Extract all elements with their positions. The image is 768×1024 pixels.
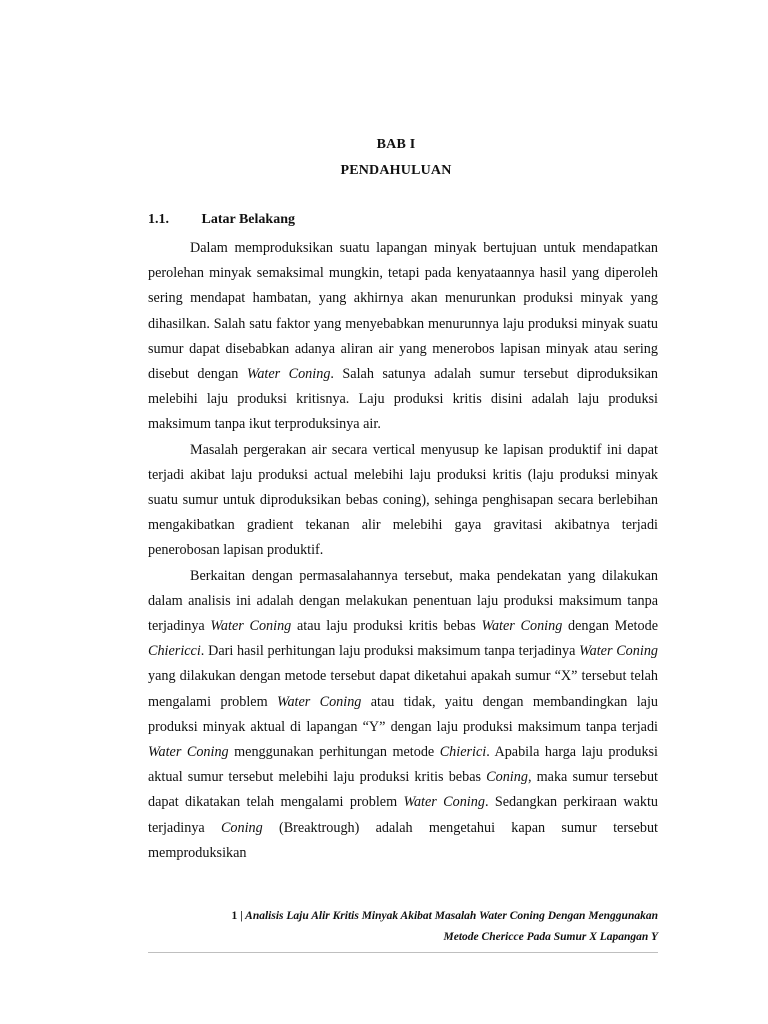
page-footer	[148, 906, 658, 948]
chapter-number: BAB I	[376, 137, 416, 152]
footer-title-line1: Analisis Laju Alir Kritis Minyak Akibat Masalah Water Coning Dengan Menggunakan	[245, 910, 658, 922]
italic-term: Water Coning	[210, 618, 292, 635]
text-run: . Dari hasil perhitungan laju produksi maksimum tanpa terjadinya	[200, 643, 580, 660]
text-run: menggunakan perhitungan metode	[228, 744, 440, 761]
section-title: Latar Belakang	[201, 212, 295, 227]
chapter-title: PENDAHULUAN	[340, 163, 452, 178]
text-run: . Salah satunya adalah sumur tersebut diproduksikan melebihi laju produksi kritisnya. Laju produksi kritis disini adalah laju produksi maksimum tanpa ikut terproduksinya air.	[148, 366, 659, 433]
italic-term: Water Coning	[481, 618, 563, 635]
italic-term: Chiericci	[148, 643, 201, 660]
text-run: . Sedangkan perkiraan waktu terjadinya	[148, 794, 658, 836]
text-run: Berkaitan dengan permasalahannya tersebut, maka pendekatan yang dilakukan dalam analisis ini adalah dengan melakukan penentuan laju produksi maksimum tanpa terjadinya	[148, 567, 658, 635]
italic-term: Water Coning	[579, 643, 659, 660]
text-run: Dalam memproduksikan suatu lapangan minyak bertujuan untuk mendapatkan perolehan minyak semaksimal mungkin, tetapi pada kenyataannya hasil yang diperoleh sering mendapat hambatan, yang akhirnya akan menurunkan produksi minyak yang dihasilkan. Salah satu faktor yang menyebabkan menurunnya laju produksi minyak suatu sumur dapat disebabkan adanya aliran air yang menerobos lapisan minyak atau sering disebut dengan	[148, 240, 658, 383]
paragraph	[148, 564, 658, 866]
text-run: (Breaktrough) adalah mengetahui kapan sumur tersebut memproduksikan	[148, 819, 658, 861]
text-run: . Apabila harga laju produksi aktual sumur tersebut melebihi laju produksi kritis bebas	[148, 744, 659, 786]
paragraph	[148, 236, 658, 438]
body-text	[148, 236, 658, 866]
italic-term: Water Coning	[148, 744, 229, 761]
italic-term: Chierici	[439, 744, 487, 761]
footer-title-line2: Metode Chericce Pada Sumur X Lapangan Y	[443, 931, 658, 943]
page-number: 1 |	[231, 910, 243, 922]
italic-term: Water Coning	[403, 794, 485, 811]
text-run: atau laju produksi kritis bebas	[291, 618, 482, 635]
italic-term: Water Coning	[246, 366, 331, 383]
italic-term: Coning	[486, 769, 528, 786]
italic-term: Water Coning	[276, 693, 362, 710]
text-run: atau tidak, yaitu dengan membandingkan laju produksi minyak aktual di lapangan “Y” dengan laju produksi maksimum tanpa terjadi	[148, 693, 658, 735]
text-run: yang dilakukan dengan metode tersebut dapat diketahui apakah sumur “X” tersebut telah mengalami problem	[148, 668, 658, 710]
text-run: dengan Metode	[562, 618, 658, 635]
text-run: , maka sumur tersebut dapat dikatakan telah mengalami problem	[148, 769, 658, 811]
section-number: 1.1.	[148, 212, 169, 227]
italic-term: Coning	[220, 819, 263, 836]
text-run: Masalah pergerakan air secara vertical menyusup ke lapisan produktif ini dapat terjadi akibat laju produksi actual melebihi laju produksi kritis (laju produksi minyak suatu sumur untuk diproduksikan bebas coning), sehinga penghisapan secara berlebihan mengakibatkan gradient tekanan alir melebihi gaya gravitasi akibatnya terjadi penerobosan lapisan produktif.	[148, 441, 658, 559]
paragraph	[148, 438, 658, 564]
footer-divider	[148, 952, 658, 953]
section-heading	[148, 212, 295, 228]
